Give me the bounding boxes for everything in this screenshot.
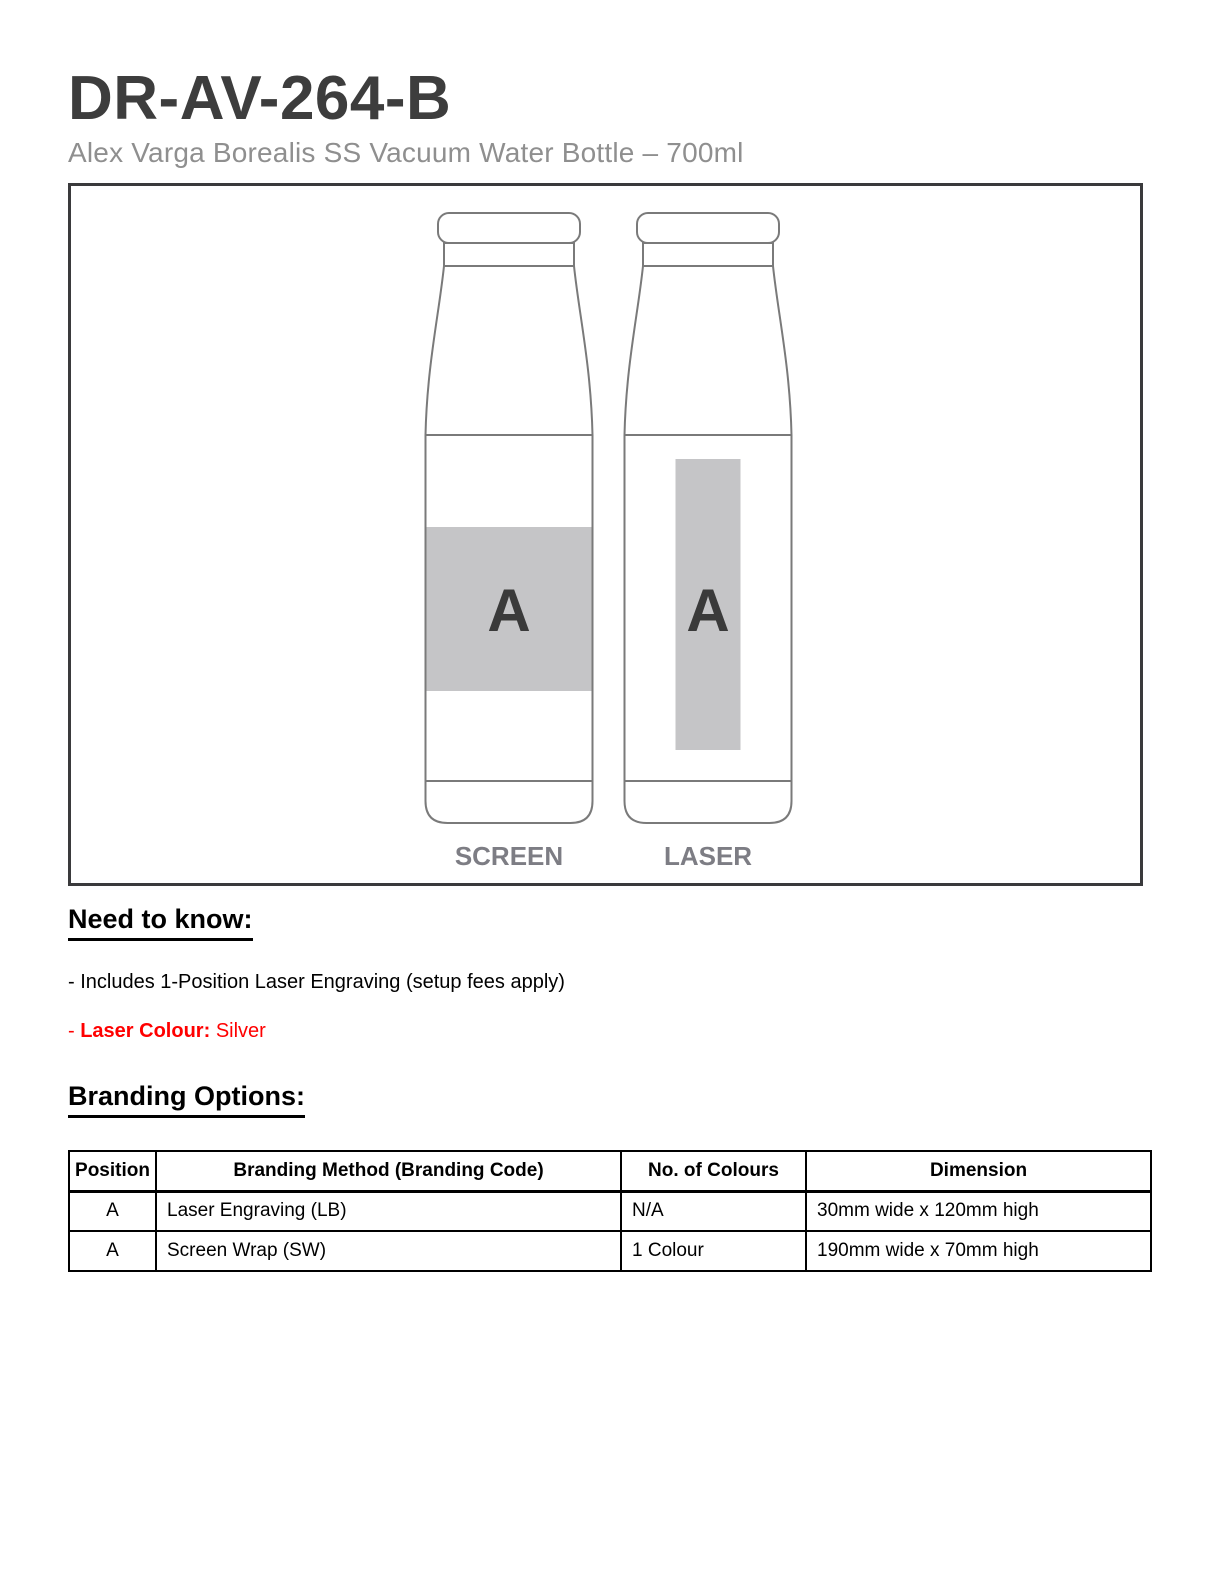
- row2-position: A: [69, 1231, 156, 1271]
- need-to-know-heading: Need to know:: [68, 904, 253, 941]
- bottle-diagram: [71, 186, 1140, 883]
- need-to-know-item-1: - Includes 1-Position Laser Engraving (setup fees apply): [68, 971, 565, 994]
- row2-no-of-colours: 1 Colour: [621, 1231, 806, 1271]
- row1-branding-method: Laser Engraving (LB): [156, 1191, 621, 1231]
- branding-options-table: [68, 1150, 1152, 1272]
- need-to-know-item-laser-colour: [68, 1020, 1154, 1043]
- header-dimension: Dimension: [806, 1151, 1151, 1191]
- laser-label: LASER: [663, 841, 753, 872]
- screen-label: SCREEN: [454, 841, 564, 872]
- branding-options-heading: Branding Options:: [68, 1081, 305, 1118]
- product-diagram-box: [68, 183, 1143, 886]
- bottle-screen-cap: [438, 213, 580, 243]
- product-code-title: DR-AV-264-B: [68, 64, 452, 133]
- bottle-laser-cap: [637, 213, 779, 243]
- position-letter-laser: A: [686, 577, 730, 645]
- row2-dimension: 190mm wide x 70mm high: [806, 1231, 1151, 1271]
- laser-colour-value: Silver: [215, 1020, 266, 1043]
- row1-position: A: [69, 1191, 156, 1231]
- product-name-subtitle: Alex Varga Borealis SS Vacuum Water Bottle – 700ml: [68, 137, 744, 169]
- row1-dimension: 30mm wide x 120mm high: [806, 1191, 1151, 1231]
- bottle-screen: [426, 213, 593, 871]
- row2-branding-method: Screen Wrap (SW): [156, 1231, 621, 1271]
- header-position: Position: [69, 1151, 156, 1191]
- bottle-laser: [625, 213, 792, 871]
- header-no-of-colours: No. of Colours: [621, 1151, 806, 1191]
- laser-colour-dash: -: [68, 1020, 81, 1043]
- laser-colour-label: Laser Colour:: [80, 1020, 211, 1043]
- row1-no-of-colours: N/A: [621, 1191, 806, 1231]
- header-branding-method: Branding Method (Branding Code): [156, 1151, 621, 1191]
- table-row: [69, 1191, 1151, 1231]
- table-header-row: [69, 1151, 1151, 1191]
- table-row: [69, 1231, 1151, 1271]
- position-letter-screen: A: [487, 577, 531, 645]
